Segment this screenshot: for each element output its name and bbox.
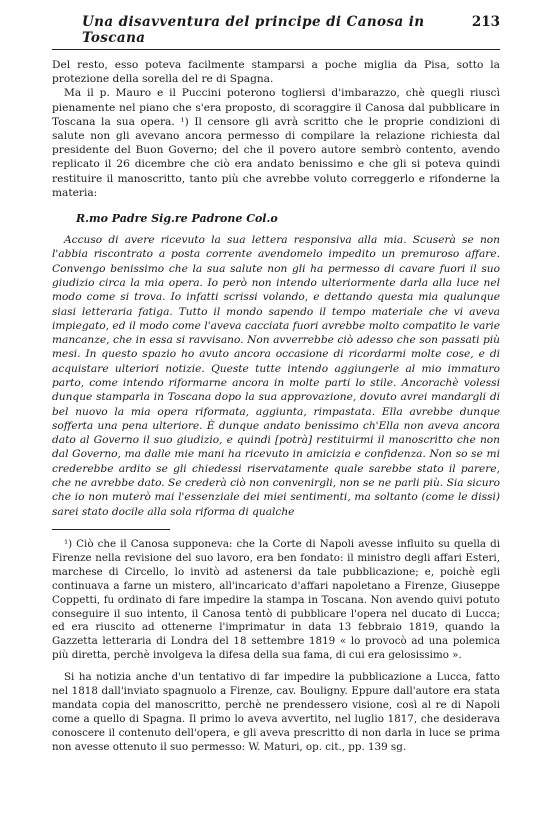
running-title: Una disavventura del principe di Canosa in Toscana	[82, 14, 425, 46]
body-paragraph-1: Del resto, esso poteva facilmente stamparsi a poche miglia da Pisa, sotto la protezione della sorella del re di Spagna.	[52, 59, 500, 86]
footnote-divider	[52, 529, 170, 530]
body-paragraph-2: Ma il p. Mauro e il Puccini poterono togliersi d'imbarazzo, chè quegli riuscì pienamente nel piano che s'era proposto, di scoraggire il Canosa dal pubblicare in Toscana la sua opera. ¹) Il censore gli avrà scritto che le proprie condizioni di salute non gli avevano ancora permesso di compilare la relazione richiesta dal presidente del Buon Governo; del che il povero autore sembrò contento, avendo replicato il 26 dicembre che ciò era andato benissimo e che gli si poteva quindi restituire il manoscritto, tanto più che avrebbe voluto correggerlo e rifonderne la materia:	[52, 87, 500, 199]
letter-text: Accuso di avere ricevuto la sua lettera responsiva alla mia. Scuserà se non l'abbia riscontrato a posta corrente avendomelo impedito un premuroso affare. Convengo benissimo che la sua salute non gli ha permesso di cavare fuori il suo giudizio circa la mia opera. Io però non intendo ulteriormente darla alla luce nel modo come si trova. Io infatti scrissi volando, e dettando questa mia qualunque siasi letteraria fatiga. Tutto il mondo sapendo il tempo materiale che vi aveva impiegato, ed il modo come l'aveva cacciata fuori avrebbe molto compatito le varie mancanze, che in essa si ravvisano. Non avverrebbe ciò adesso che son passati più mesi. In questo spazio ho avuto ancora occasione di ricordarmi molte cose, e di acquistare ulteriori notizie. Queste tutte intendo aggiungerle al mio immaturo parto, come intendo riformarne ancora in molte parti lo stile. Ancorachè volessi dunque stamparla in Toscana dopo la sua approvazione, dovuto avrei mandargli di bel nuovo la mia opera riformata, aggiunta, rimpastata. Ella avrebbe dunque sofferta una pena ulteriore. È dunque andato benissimo ch'Ella non aveva ancora dato al Governo il suo giudizio, e quindi [potrà] restituirmi il manoscritto che non dal Governo, ma dalle mie mani ha ricevuto in amicizia e confidenza. Non so se mi crederebbe ardito se gli chiedessi riservatamente quale sarebbe stato il parere, che ne avrebbe dato. Se crederà ciò non convenirgli, non se ne parli più. Sia sicuro che io non muterò mai l'essenziale dei miei sentimenti, ma soltanto (come le dissi) sarei stato docile alla sola riforma di qualche	[52, 234, 500, 518]
footnote-1: ¹) Ciò che il Canosa supponeva: che la Corte di Napoli avesse influito su quella di Firenze nella revisione del suo lavoro, era ben fondato: il ministro degli affari Esteri, marchese di Circello, lo invitò ad astenersi da tale pubblicazione; e, poichè egli continuava a farne un mistero, all'incaricato d'affari napoletano a Firenze, Giuseppe Coppetti, fu ordinato di fare impedire la stampa in Toscana. Non avendo quivi potuto conseguire il suo intento, il Canosa tentò di pubblicare l'opera nel ducato di Lucca; ed era riuscito ad ottenerne l'imprimatur in data 13 febbraio 1819, quando la Gazzetta letteraria di Londra del 18 settembre 1819 « lo provocò ad una polemica più diretta, perchè involgeva la difesa della sua fama, di cui era gelosissimo ».	[52, 537, 500, 662]
footnote-2: Si ha notizia anche d'un tentativo di far impedire la pubblicazione a Lucca, fatto nel 1818 dall'inviato spagnuolo a Firenze, cav. Bouligny. Eppure dall'autore era stata mandata copia del manoscritto, perchè ne prendessero visione, così al re di Napoli come a quello di Spagna. Il primo lo aveva avvertito, nel luglio 1817, che desiderava conoscere il contenuto dell'opera, e gli aveva prescritto di non darla in luce se prima non avesse ottenuto il suo permesso: W. Maturi, op. cit., pp. 139 sg.	[52, 671, 500, 753]
page-header	[52, 14, 500, 50]
page-number: 213	[471, 14, 500, 30]
letter-salutation: R.mo Padre Sig.re Padrone Col.o	[76, 212, 278, 226]
